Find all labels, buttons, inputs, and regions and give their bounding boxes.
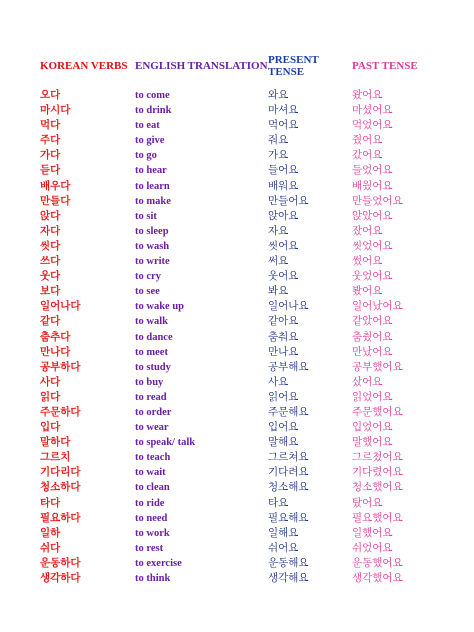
korean-verb-cell: 필요하다 [40,511,81,524]
korean-verb-cell: 타다 [40,496,61,509]
past-tense-cell: 기다렸어요 [352,466,403,479]
present-tense-cell: 같아요 [268,315,299,328]
past-tense-cell: 들었어요 [352,164,393,177]
table-row [0,435,474,450]
table-row [0,148,474,163]
english-translation-cell: to work [135,527,170,539]
english-translation-cell: to exercise [135,557,182,569]
english-translation-cell: to wait [135,467,166,479]
past-tense-cell: 샀어요 [352,375,383,388]
english-translation-cell: to dance [135,331,173,343]
past-tense-cell: 쉬었어요 [352,541,393,554]
past-tense-cell: 필요했어요 [352,511,403,524]
header-past-tense: PAST TENSE [352,60,418,72]
present-tense-cell: 웃어요 [268,270,299,283]
korean-verb-cell: 씻다 [40,239,61,252]
past-tense-cell: 공부했어요 [352,360,403,373]
table-row [0,480,474,495]
english-translation-cell: to sleep [135,225,169,237]
present-tense-cell: 입어요 [268,421,299,434]
english-translation-cell: to drink [135,105,172,117]
past-tense-cell: 잤어요 [352,224,383,237]
present-tense-cell: 줘요 [268,134,289,147]
table-row [0,103,474,118]
present-tense-cell: 말해요 [268,436,299,449]
present-tense-cell: 그르쳐요 [268,451,309,464]
present-tense-cell: 써요 [268,255,289,268]
english-translation-cell: to think [135,573,171,584]
korean-verb-cell: 운동하다 [40,556,81,569]
english-translation-cell: to ride [135,497,165,509]
korean-verb-cell: 입다 [40,421,61,434]
english-translation-cell: to learn [135,180,170,192]
table-row [0,224,474,239]
korean-verb-cell: 배우다 [40,179,71,192]
past-tense-cell: 웃었어요 [352,270,393,283]
present-tense-cell: 청소해요 [268,481,309,494]
past-tense-cell: 만났어요 [352,345,393,358]
korean-verb-cell: 일하 [40,526,61,539]
english-translation-cell: to order [135,406,172,418]
past-tense-cell: 배웠어요 [352,179,393,192]
past-tense-cell: 같았어요 [352,315,393,328]
english-translation-cell: to speak/ talk [135,437,196,449]
english-translation-cell: to rest [135,542,164,554]
table-row [0,360,474,375]
header-korean-verbs: KOREAN VERBS [40,60,128,72]
present-tense-cell: 봐요 [268,285,289,298]
korean-verb-cell: 만나다 [40,345,71,358]
present-tense-cell: 쉬어요 [268,541,299,554]
table-row [0,179,474,194]
table-row [0,163,474,178]
korean-verb-cell: 쓰다 [40,255,61,268]
korean-verb-cell: 쉬다 [40,541,61,554]
table-row [0,239,474,254]
korean-verb-cell: 웃다 [40,270,61,283]
english-translation-cell: to read [135,391,167,403]
table-row [0,541,474,556]
header-english-translation: ENGLISH TRANSLATION [135,60,268,72]
korean-verb-cell: 말하다 [40,436,71,449]
past-tense-cell: 마셨어요 [352,104,393,117]
table-row [0,314,474,329]
english-translation-cell: to study [135,361,171,373]
past-tense-cell: 갔어요 [352,149,383,162]
past-tense-cell: 입었어요 [352,421,393,434]
past-tense-cell: 탔어요 [352,496,383,509]
english-translation-cell: to wear [135,422,169,434]
english-translation-cell: to wake up [135,301,185,313]
table-row [0,345,474,360]
past-tense-cell: 먹었어요 [352,119,393,132]
past-tense-cell: 말했어요 [352,436,393,449]
english-translation-cell: to teach [135,452,171,464]
english-translation-cell: to wash [135,240,170,252]
korean-verb-cell: 마시다 [40,104,71,117]
english-translation-cell: to cry [135,271,161,283]
past-tense-cell: 춤췄어요 [352,330,393,343]
present-tense-cell: 가요 [268,149,289,162]
verb-rows [0,88,474,586]
present-tense-cell: 필요해요 [268,511,309,524]
korean-verb-cell: 그르치 [40,451,71,464]
english-translation-cell: to need [135,512,168,524]
korean-verb-cell: 가다 [40,149,61,162]
past-tense-cell: 왔어요 [352,89,383,101]
table-row [0,299,474,314]
present-tense-cell: 타요 [268,496,289,509]
present-tense-cell: 배워요 [268,179,299,192]
table-row [0,511,474,526]
present-tense-cell: 씻어요 [268,239,299,252]
table-row [0,330,474,345]
table-row [0,496,474,511]
present-tense-cell: 만들어요 [268,194,309,207]
table-row [0,284,474,299]
past-tense-cell: 썼어요 [352,255,383,268]
present-tense-cell: 와요 [268,89,289,101]
korean-verb-cell: 자다 [40,224,61,237]
present-tense-cell: 먹어요 [268,119,299,132]
korean-verb-cell: 기다리다 [40,466,81,479]
english-translation-cell: to clean [135,482,170,494]
table-row [0,556,474,571]
korean-verb-cell: 앉다 [40,209,61,222]
present-tense-cell: 공부해요 [268,360,309,373]
past-tense-cell: 만들었어요 [352,194,403,207]
table-row [0,209,474,224]
table-row [0,269,474,284]
table-row [0,450,474,465]
header-present-tense: PRESENT TENSE [268,54,319,78]
present-tense-cell: 기다려요 [268,466,309,479]
past-tense-cell: 청소했어요 [352,481,403,494]
english-translation-cell: to eat [135,120,160,132]
present-tense-cell: 운동해요 [268,556,309,569]
korean-verb-cell: 일어나다 [40,300,81,313]
english-translation-cell: to walk [135,316,168,328]
korean-verb-cell: 주다 [40,134,61,147]
present-tense-cell: 춤춰요 [268,330,299,343]
past-tense-cell: 읽었어요 [352,390,393,403]
korean-verb-cell: 같다 [40,315,61,328]
table-row [0,118,474,133]
korean-verb-cell: 보다 [40,285,61,298]
past-tense-cell: 주문했어요 [352,405,403,418]
english-translation-cell: to sit [135,210,157,222]
korean-verb-cell: 주문하다 [40,405,81,418]
present-tense-cell: 생각해요 [268,572,309,584]
present-tense-cell: 마셔요 [268,104,299,117]
english-translation-cell: to meet [135,346,168,358]
korean-verb-cell: 사다 [40,375,61,388]
past-tense-cell: 일했어요 [352,526,393,539]
english-translation-cell: to write [135,256,170,268]
english-translation-cell: to come [135,90,170,101]
past-tense-cell: 줬어요 [352,134,383,147]
english-translation-cell: to see [135,286,160,298]
present-tense-cell: 읽어요 [268,390,299,403]
past-tense-cell: 일어났어요 [352,300,403,313]
table-row [0,254,474,269]
past-tense-cell: 그르쳤어요 [352,451,403,464]
table-row [0,571,474,586]
korean-verb-cell: 읽다 [40,390,61,403]
past-tense-cell: 생각했어요 [352,572,403,584]
korean-verb-cell: 공부하다 [40,360,81,373]
korean-verb-cell: 생각하다 [40,572,81,584]
table-row [0,526,474,541]
table-row [0,133,474,148]
table-row [0,390,474,405]
table-row [0,194,474,209]
korean-verb-cell: 춤추다 [40,330,71,343]
present-tense-cell: 일해요 [268,526,299,539]
english-translation-cell: to give [135,135,165,147]
table-row [0,88,474,103]
english-translation-cell: to hear [135,165,167,177]
present-tense-cell: 앉아요 [268,209,299,222]
present-tense-cell: 자요 [268,224,289,237]
korean-verb-cell: 먹다 [40,119,61,132]
table-row [0,405,474,420]
present-tense-cell: 사요 [268,375,289,388]
korean-verb-cell: 오다 [40,89,61,101]
english-translation-cell: to buy [135,376,164,388]
table-row [0,420,474,435]
korean-verb-cell: 만들다 [40,194,71,207]
past-tense-cell: 씻었어요 [352,239,393,252]
past-tense-cell: 운동했어요 [352,556,403,569]
present-tense-cell: 주문해요 [268,405,309,418]
present-tense-cell: 일어나요 [268,300,309,313]
past-tense-cell: 봤어요 [352,285,383,298]
present-tense-cell: 들어요 [268,164,299,177]
korean-verb-cell: 듣다 [40,164,61,177]
table-header [0,52,474,84]
present-tense-cell: 만나요 [268,345,299,358]
table-row [0,465,474,480]
korean-verb-cell: 청소하다 [40,481,81,494]
english-translation-cell: to go [135,150,157,162]
english-translation-cell: to make [135,195,171,207]
past-tense-cell: 앉았어요 [352,209,393,222]
table-row [0,375,474,390]
